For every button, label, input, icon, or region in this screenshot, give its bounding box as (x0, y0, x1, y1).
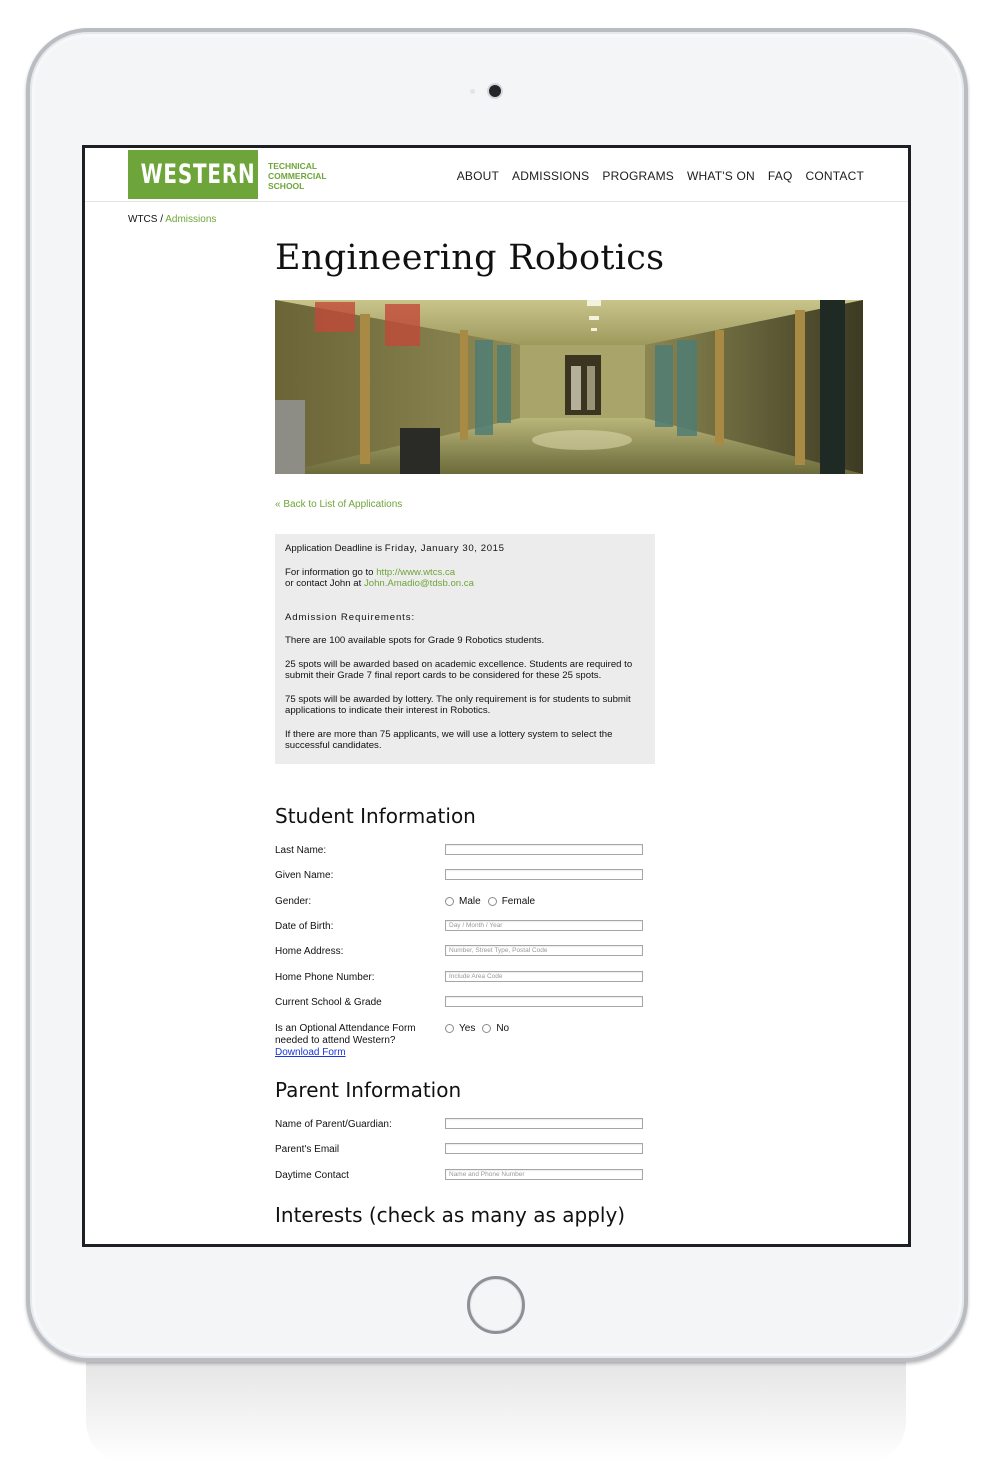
breadcrumb-root[interactable]: WTCS (128, 214, 158, 225)
daytime-contact-label: Daytime Contact (275, 1170, 349, 1181)
last-name-label: Last Name: (275, 845, 327, 856)
parent-name-input[interactable] (445, 1118, 643, 1129)
interests-heading: Interests (check as many as apply) (275, 1203, 626, 1227)
nav-whats-on[interactable]: WHAT'S ON (687, 169, 755, 183)
current-school-label: Current School & Grade (275, 997, 382, 1008)
logo-sub-line: COMMERCIAL (268, 171, 327, 181)
gender-row (275, 896, 655, 910)
main-nav (457, 169, 864, 183)
home-button[interactable] (467, 1276, 525, 1334)
daytime-contact-row (275, 1170, 655, 1184)
nav-programs[interactable]: PROGRAMS (602, 169, 674, 183)
given-name-row (275, 870, 655, 884)
hero-image (275, 300, 863, 474)
logo-sub-line: SCHOOL (268, 181, 305, 191)
requirement-paragraph: If there are more than 75 applicants, we will use a lottery system to select the successful candidates. (285, 728, 613, 751)
dob-input[interactable]: Day / Month / Year (445, 920, 643, 931)
application-info-box (275, 534, 655, 764)
gender-radio-group (445, 896, 539, 907)
attendance-no-label: No (496, 1023, 510, 1034)
contact-prefix: or contact John at (285, 578, 364, 589)
requirement-paragraph: There are 100 available spots for Grade 9 Robotics students. (285, 635, 545, 646)
deadline-prefix: Application Deadline is (285, 543, 385, 554)
daytime-contact-input[interactable]: Name and Phone Number (445, 1169, 643, 1180)
contact-lines (285, 567, 645, 590)
attendance-form-label (275, 1023, 423, 1059)
given-name-label: Given Name: (275, 870, 334, 881)
parent-information-heading: Parent Information (275, 1078, 462, 1102)
attendance-yes-label: Yes (459, 1023, 476, 1034)
page-title: Engineering Robotics (275, 238, 665, 278)
gender-label: Gender: (275, 896, 312, 907)
deadline-date: Friday, January 30, 2015 (384, 543, 505, 554)
last-name-input[interactable] (445, 844, 643, 855)
site-header (85, 148, 908, 202)
deadline-line (285, 543, 645, 555)
breadcrumb-current[interactable]: Admissions (165, 214, 217, 225)
given-name-input[interactable] (445, 869, 643, 880)
nav-admissions[interactable]: ADMISSIONS (512, 169, 590, 183)
attendance-form-question: Is an Optional Attendance Form needed to attend Western? (275, 1023, 416, 1046)
home-phone-input[interactable]: Include Area Code (445, 971, 643, 982)
back-to-applications-link[interactable]: « Back to List of Applications (275, 499, 403, 510)
parent-email-input[interactable] (445, 1143, 643, 1154)
attendance-form-row (275, 1023, 655, 1061)
gender-male-radio[interactable] (445, 897, 454, 906)
parent-name-row (275, 1119, 655, 1133)
home-phone-row (275, 972, 655, 986)
dob-row (275, 921, 655, 935)
light-sensor (470, 89, 475, 94)
logo[interactable] (128, 150, 258, 199)
logo-text: WESTERN (140, 159, 256, 190)
tablet-screen (82, 145, 911, 1247)
gender-male-label: Male (459, 896, 481, 907)
attendance-no-radio[interactable] (482, 1024, 491, 1033)
home-address-input[interactable]: Number, Street Type, Postal Code (445, 945, 643, 956)
breadcrumb-separator: / (157, 214, 166, 225)
last-name-row (275, 845, 655, 859)
nav-about[interactable]: ABOUT (456, 169, 500, 183)
requirements-heading: Admission Requirements: (285, 611, 416, 623)
nav-faq[interactable]: FAQ (767, 169, 793, 183)
dob-label: Date of Birth: (275, 921, 334, 932)
current-school-row (275, 997, 655, 1011)
home-address-row (275, 946, 655, 960)
current-school-input[interactable] (445, 996, 643, 1007)
requirement-paragraph: 75 spots will be awarded by lottery. The only requirement is for students to submit applications to indicate their interest in Robotics. (285, 693, 631, 716)
parent-email-row (275, 1144, 655, 1158)
logo-sub-line: TECHNICAL (268, 161, 318, 171)
home-phone-label: Home Phone Number: (275, 972, 375, 983)
gender-female-label: Female (501, 896, 536, 907)
info-prefix: For information go to (285, 566, 377, 578)
webpage (85, 148, 908, 1244)
attendance-yes-radio[interactable] (445, 1024, 454, 1033)
home-address-label: Home Address: (275, 946, 344, 957)
parent-email-label: Parent's Email (275, 1144, 340, 1155)
download-form-link[interactable]: Download Form (275, 1047, 346, 1058)
requirement-paragraph: 25 spots will be awarded based on academic excellence. Students are required to submit their Grade 7 final report cards to be considered for these 25 spots. (285, 658, 633, 681)
nav-contact[interactable]: CONTACT (805, 169, 864, 183)
info-url-link[interactable]: http://www.wtcs.ca (376, 566, 456, 578)
student-information-heading: Student Information (275, 804, 476, 828)
gender-female-radio[interactable] (488, 897, 497, 906)
attendance-radio-group (445, 1023, 513, 1034)
parent-name-label: Name of Parent/Guardian: (275, 1119, 392, 1130)
breadcrumb (128, 214, 216, 225)
logo-subtitle (268, 161, 348, 191)
contact-email-link[interactable]: John.Amadio@tdsb.on.ca (363, 578, 474, 589)
main-content (275, 238, 865, 1227)
camera-icon (489, 85, 501, 97)
tablet-shadow (86, 1362, 906, 1462)
